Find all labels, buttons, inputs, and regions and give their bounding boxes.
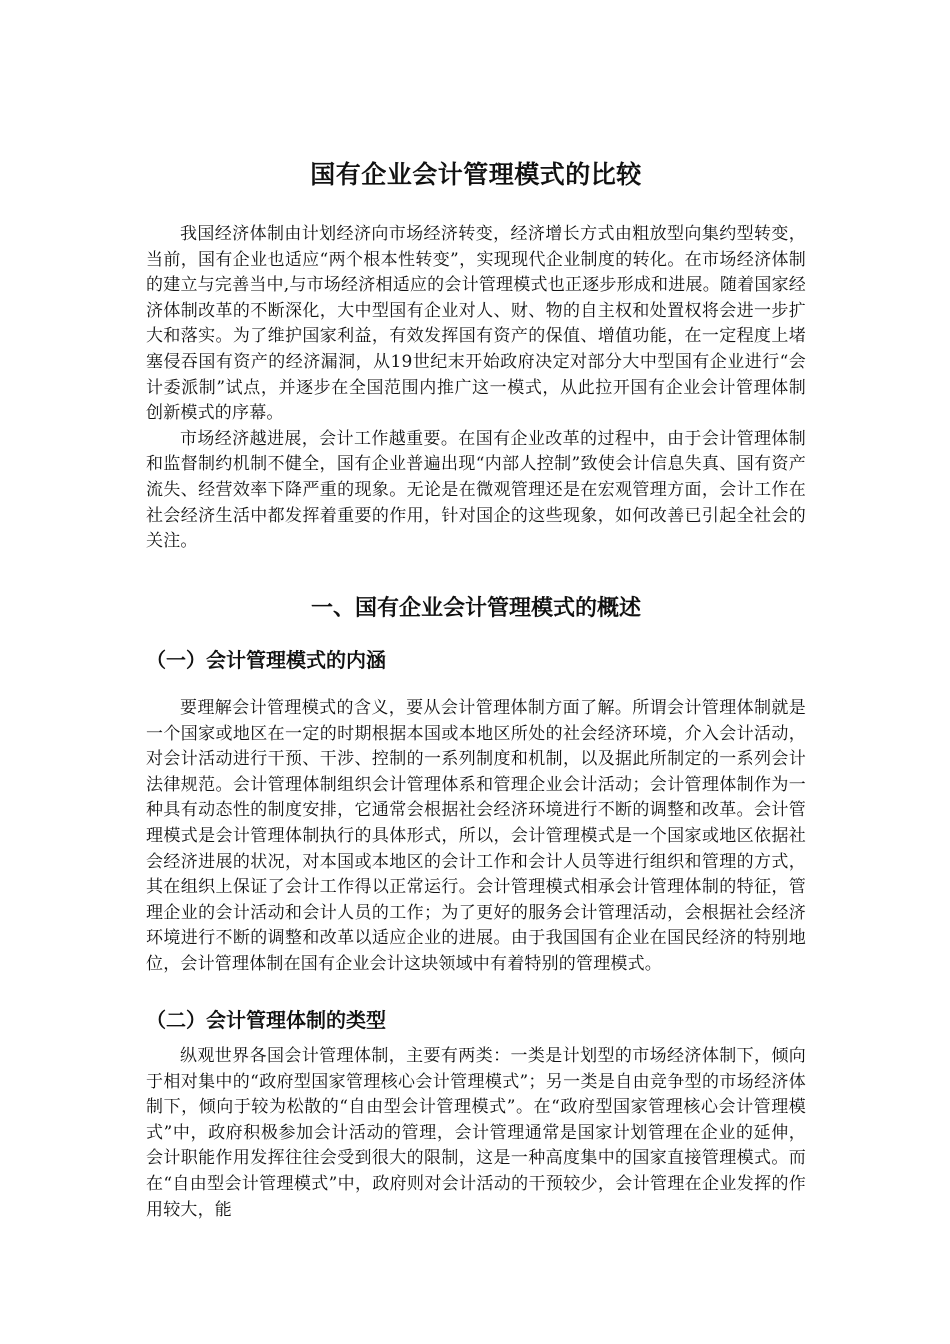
subsection-1-body: [146, 696, 806, 978]
subsection-heading-2: （二）会计管理体制的类型: [146, 1008, 386, 1032]
subsection-1-paragraph: 要理解会计管理模式的含义，要从会计管理体制方面了解。所谓会计管理体制就是一个国家或地区在一定的时期根据本国或本地区所处的社会经济环境，介入会计活动，对会计活动进行干预、干涉、控制的一系列制度和机制，以及据此所制定的一系列会计法律规范。会计管理体制组织会计管理体系和管理企业会计活动；会计管理体制作为一种具有动态性的制度安排，它通常会根据社会经济环境进行不断的调整和改革。会计管理模式是会计管理体制执行的具体形式，所以，会计管理模式是一个国家或地区依据社会经济进展的状况，对本国或本地区的会计工作和会计人员等进行组织和管理的方式，其在组织上保证了会计工作得以正常运行。会计管理模式相承会计管理体制的特征，管理企业的会计活动和会计人员的工作；为了更好的服务会计管理活动，会根据社会经济环境进行不断的调整和改革以适应企业的进展。由于我国国有企业在国民经济的特别地位，会计管理体制在国有企业会计这块领域中有着特别的管理模式。: [146, 698, 806, 974]
intro-section: [146, 222, 806, 555]
subsection-2-body: [146, 1044, 806, 1223]
subsection-2-paragraph: 纵观世界各国会计管理体制，主要有两类：一类是计划型的市场经济体制下，倾向于相对集中的“政府型国家管理核心会计管理模式”；另一类是自由竞争型的市场经济体制下，倾向于较为松散的“自由型会计管理模式”。在“政府型国家管理核心会计管理模式”中，政府积极参加会计活动的管理，会计管理通常是国家计划管理在企业的延伸，会计职能作用发挥往往会受到很大的限制，这是一种高度集中的国家直接管理模式。而在“自由型会计管理模式”中，政府则对会计活动的干预较少，会计管理在企业发挥的作用较大，能: [146, 1046, 806, 1220]
section-heading-1: 一、国有企业会计管理模式的概述: [310, 596, 641, 621]
document-title: 国有企业会计管理模式的比较: [310, 160, 642, 189]
intro-paragraph-2: 市场经济越进展，会计工作越重要。在国有企业改革的过程中，由于会计管理体制和监督制约机制不健全，国有企业普遍出现“内部人控制”致使会计信息失真、国有资产流失、经营效率下降严重的现象。无论是在微观管理还是在宏观管理方面，会计工作在社会经济生活中都发挥着重要的作用，针对国企的这些现象，如何改善已引起全社会的关注。: [146, 428, 806, 552]
intro-paragraph-1: 我国经济体制由计划经济向市场经济转变，经济增长方式由粗放型向集约型转变，当前，国有企业也适应“两个根本性转变”，实现现代企业制度的转化。在市场经济体制的建立与完善当中,与市场经济相适应的会计管理模式也正逐步形成和进展。随着国家经济体制改革的不断深化，大中型国有企业对人、财、物的自主权和处置权将会进一步扩大和落实。为了维护国家利益，有效发挥国有资产的保值、增值功能，在一定程度上堵塞侵吞国有资产的经济漏洞，从19世纪末开始政府决定对部分大中型国有企业进行“会计委派制”试点，并逐步在全国范围内推广这一模式，从此拉开国有企业会计管理体制创新模式的序幕。: [146, 224, 806, 424]
subsection-heading-1: （一）会计管理模式的内涵: [146, 648, 386, 672]
